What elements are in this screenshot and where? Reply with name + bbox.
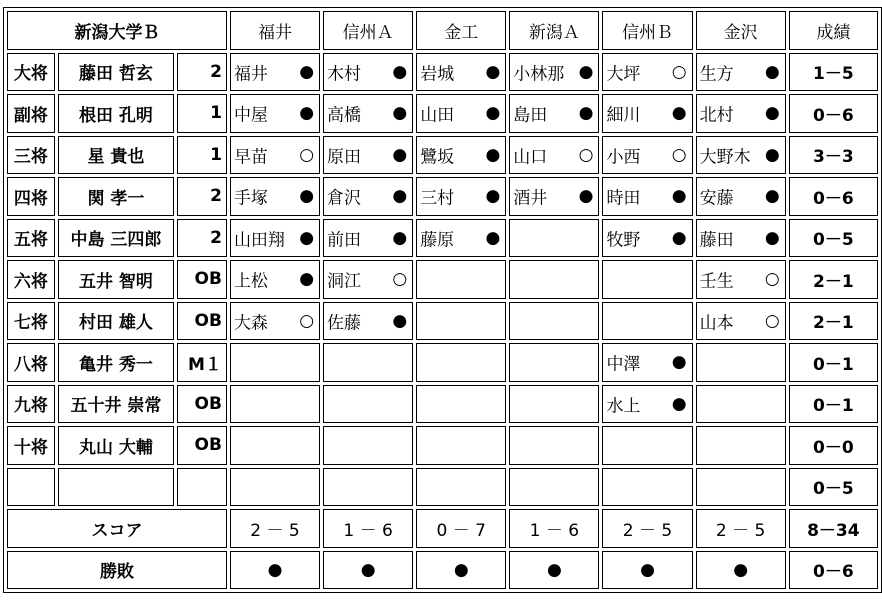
match-cell bbox=[696, 426, 786, 465]
opponent-player-name: 岩城 bbox=[420, 64, 455, 85]
player-grade: 1 bbox=[177, 136, 227, 175]
player-name: 藤田 哲玄 bbox=[58, 53, 174, 92]
match-cell bbox=[230, 302, 320, 341]
player-record: 0－0 bbox=[789, 426, 878, 465]
opponent-player-name: 島田 bbox=[513, 105, 548, 126]
match-cell bbox=[230, 219, 320, 258]
opponent-header: 金工 bbox=[416, 11, 506, 50]
opponent-player-name: 藤田 bbox=[699, 230, 734, 251]
player-row bbox=[7, 343, 878, 382]
player-grade: OB bbox=[177, 385, 227, 424]
team-score: 1 － 6 bbox=[509, 509, 599, 548]
match-cell bbox=[696, 177, 786, 216]
opponent-player-name: 早苗 bbox=[233, 147, 268, 168]
match-cell bbox=[230, 468, 320, 507]
match-cell bbox=[416, 426, 506, 465]
player-name: 五井 智明 bbox=[58, 260, 174, 299]
player-row bbox=[7, 302, 878, 341]
opponent-player-name: 大野木 bbox=[699, 147, 751, 168]
match-cell bbox=[323, 468, 413, 507]
winloss-mark: ● bbox=[509, 551, 599, 590]
position-label: 九将 bbox=[7, 385, 55, 424]
result-mark: ● bbox=[671, 393, 687, 414]
player-grade: M１ bbox=[177, 343, 227, 382]
match-cell bbox=[602, 94, 692, 133]
player-name: 関 孝一 bbox=[58, 177, 174, 216]
team-score: 2 － 5 bbox=[230, 509, 320, 548]
opponent-player-name: 山本 bbox=[699, 313, 734, 334]
match-cell bbox=[509, 426, 599, 465]
result-mark: ● bbox=[764, 61, 780, 82]
match-cell bbox=[416, 136, 506, 175]
score-label: スコア bbox=[7, 509, 227, 548]
total-score: 8－34 bbox=[789, 509, 878, 548]
position-label: 副将 bbox=[7, 94, 55, 133]
player-row bbox=[7, 260, 878, 299]
match-cell bbox=[602, 343, 692, 382]
opponent-player-name: 山田翔 bbox=[233, 230, 285, 251]
result-mark: ● bbox=[671, 103, 687, 124]
player-record: 0－1 bbox=[789, 343, 878, 382]
player-grade: 2 bbox=[177, 177, 227, 216]
match-cell bbox=[323, 53, 413, 92]
winloss-row bbox=[7, 551, 878, 590]
match-cell bbox=[602, 385, 692, 424]
match-cell bbox=[509, 385, 599, 424]
opponent-header: 金沢 bbox=[696, 11, 786, 50]
player-name: 中島 三四郎 bbox=[58, 219, 174, 258]
result-header: 成績 bbox=[789, 11, 878, 50]
team-score: 2 － 5 bbox=[602, 509, 692, 548]
result-mark: ● bbox=[392, 186, 408, 207]
result-mark: ● bbox=[299, 227, 315, 248]
player-row bbox=[7, 177, 878, 216]
opponent-player-name: 北村 bbox=[699, 105, 734, 126]
match-cell bbox=[323, 177, 413, 216]
match-cell bbox=[323, 385, 413, 424]
player-row bbox=[7, 94, 878, 133]
player-row bbox=[7, 385, 878, 424]
result-mark: ○ bbox=[299, 144, 315, 165]
match-cell bbox=[230, 426, 320, 465]
result-mark: ● bbox=[392, 61, 408, 82]
result-mark: ● bbox=[392, 310, 408, 331]
player-grade: 1 bbox=[177, 94, 227, 133]
match-cell bbox=[696, 136, 786, 175]
player-record: 2－1 bbox=[789, 302, 878, 341]
result-mark: ● bbox=[485, 61, 501, 82]
match-cell bbox=[696, 53, 786, 92]
opponent-player-name: 洞江 bbox=[327, 271, 362, 292]
result-mark: ○ bbox=[764, 310, 780, 331]
result-mark: ○ bbox=[671, 144, 687, 165]
match-cell bbox=[602, 53, 692, 92]
result-mark: ● bbox=[764, 144, 780, 165]
player-row bbox=[7, 53, 878, 92]
match-cell bbox=[696, 260, 786, 299]
match-cell bbox=[416, 53, 506, 92]
winloss-mark: ● bbox=[416, 551, 506, 590]
opponent-header: 信州Ｂ bbox=[602, 11, 692, 50]
opponent-player-name: 酒井 bbox=[513, 188, 548, 209]
result-mark: ● bbox=[578, 61, 594, 82]
opponent-header: 信州Ａ bbox=[323, 11, 413, 50]
player-grade: 2 bbox=[177, 53, 227, 92]
opponent-player-name: 安藤 bbox=[699, 188, 734, 209]
result-mark: ● bbox=[485, 227, 501, 248]
position-label: 六将 bbox=[7, 260, 55, 299]
opponent-player-name: 山口 bbox=[513, 147, 548, 168]
player-record: 0－5 bbox=[789, 468, 878, 507]
result-mark: ● bbox=[299, 186, 315, 207]
position-label: 大将 bbox=[7, 53, 55, 92]
score-table bbox=[3, 7, 882, 593]
result-mark: ● bbox=[485, 186, 501, 207]
player-name: 星 貴也 bbox=[58, 136, 174, 175]
match-cell bbox=[696, 385, 786, 424]
opponent-player-name: 小西 bbox=[606, 147, 641, 168]
opponent-player-name: 木村 bbox=[327, 64, 362, 85]
opponent-player-name: 倉沢 bbox=[327, 188, 362, 209]
match-cell bbox=[416, 468, 506, 507]
match-cell bbox=[602, 177, 692, 216]
position-label: 十将 bbox=[7, 426, 55, 465]
team-score: 1 － 6 bbox=[323, 509, 413, 548]
match-cell bbox=[509, 53, 599, 92]
match-cell bbox=[696, 219, 786, 258]
player-record: 1－5 bbox=[789, 53, 878, 92]
team-name: 新潟大学Ｂ bbox=[7, 11, 227, 50]
result-mark: ● bbox=[485, 103, 501, 124]
header-row bbox=[7, 11, 878, 50]
opponent-player-name: 大森 bbox=[233, 313, 268, 334]
result-mark: ○ bbox=[299, 310, 315, 331]
player-grade: OB bbox=[177, 302, 227, 341]
match-cell bbox=[230, 343, 320, 382]
result-mark: ● bbox=[485, 144, 501, 165]
opponent-player-name: 福井 bbox=[233, 64, 268, 85]
match-cell bbox=[416, 385, 506, 424]
winloss-mark: ● bbox=[323, 551, 413, 590]
opponent-player-name: 上松 bbox=[233, 271, 268, 292]
match-cell bbox=[230, 136, 320, 175]
result-mark: ● bbox=[392, 227, 408, 248]
player-record: 0－6 bbox=[789, 177, 878, 216]
match-cell bbox=[323, 94, 413, 133]
opponent-player-name: 大坪 bbox=[606, 64, 641, 85]
player-name: 亀井 秀一 bbox=[58, 343, 174, 382]
team-score: 2 － 5 bbox=[696, 509, 786, 548]
match-cell bbox=[696, 94, 786, 133]
match-cell bbox=[323, 260, 413, 299]
match-cell bbox=[416, 343, 506, 382]
position-label: 三将 bbox=[7, 136, 55, 175]
opponent-player-name: 小林那 bbox=[513, 64, 565, 85]
opponent-player-name: 原田 bbox=[327, 147, 362, 168]
match-cell bbox=[509, 94, 599, 133]
match-cell bbox=[509, 219, 599, 258]
match-cell bbox=[416, 177, 506, 216]
player-record: 3－3 bbox=[789, 136, 878, 175]
match-cell bbox=[602, 302, 692, 341]
match-cell bbox=[509, 260, 599, 299]
opponent-player-name: 牧野 bbox=[606, 230, 641, 251]
player-record: 0－5 bbox=[789, 219, 878, 258]
match-cell bbox=[602, 260, 692, 299]
result-mark: ○ bbox=[578, 144, 594, 165]
result-mark: ● bbox=[764, 103, 780, 124]
opponent-player-name: 中屋 bbox=[233, 105, 268, 126]
match-cell bbox=[509, 136, 599, 175]
match-cell bbox=[230, 94, 320, 133]
team-score: 0 － 7 bbox=[416, 509, 506, 548]
winloss-label: 勝敗 bbox=[7, 551, 227, 590]
opponent-player-name: 三村 bbox=[420, 188, 455, 209]
opponent-player-name: 壬生 bbox=[699, 271, 734, 292]
player-name: 根田 孔明 bbox=[58, 94, 174, 133]
match-cell bbox=[509, 343, 599, 382]
result-mark: ○ bbox=[392, 269, 408, 290]
result-mark: ● bbox=[578, 103, 594, 124]
match-cell bbox=[696, 468, 786, 507]
match-cell bbox=[230, 260, 320, 299]
opponent-header: 福井 bbox=[230, 11, 320, 50]
opponent-player-name: 細川 bbox=[606, 105, 641, 126]
match-cell bbox=[416, 260, 506, 299]
match-cell bbox=[230, 177, 320, 216]
player-row bbox=[7, 136, 878, 175]
player-name bbox=[58, 468, 174, 507]
match-cell bbox=[696, 343, 786, 382]
position-label: 四将 bbox=[7, 177, 55, 216]
match-cell bbox=[323, 343, 413, 382]
match-cell bbox=[602, 136, 692, 175]
match-cell bbox=[323, 219, 413, 258]
opponent-player-name: 中澤 bbox=[606, 354, 641, 375]
opponent-player-name: 前田 bbox=[327, 230, 362, 251]
player-row bbox=[7, 468, 878, 507]
player-record: 2－1 bbox=[789, 260, 878, 299]
result-mark: ○ bbox=[671, 61, 687, 82]
player-record: 0－6 bbox=[789, 94, 878, 133]
match-cell bbox=[323, 136, 413, 175]
opponent-player-name: 高橋 bbox=[327, 105, 362, 126]
opponent-player-name: 山田 bbox=[420, 105, 455, 126]
match-cell bbox=[696, 302, 786, 341]
result-mark: ● bbox=[764, 186, 780, 207]
player-grade: 2 bbox=[177, 219, 227, 258]
match-cell bbox=[416, 94, 506, 133]
opponent-header: 新潟Ａ bbox=[509, 11, 599, 50]
match-cell bbox=[602, 468, 692, 507]
match-cell bbox=[323, 302, 413, 341]
opponent-player-name: 佐藤 bbox=[327, 313, 362, 334]
position-label: 八将 bbox=[7, 343, 55, 382]
player-name: 丸山 大輔 bbox=[58, 426, 174, 465]
score-row bbox=[7, 509, 878, 548]
match-cell bbox=[509, 468, 599, 507]
opponent-player-name: 鷺坂 bbox=[420, 147, 455, 168]
position-label bbox=[7, 468, 55, 507]
winloss-mark: ● bbox=[696, 551, 786, 590]
winloss-total: 0－6 bbox=[789, 551, 878, 590]
match-cell bbox=[416, 302, 506, 341]
player-grade: OB bbox=[177, 426, 227, 465]
match-cell bbox=[509, 177, 599, 216]
result-mark: ● bbox=[764, 227, 780, 248]
player-row bbox=[7, 426, 878, 465]
position-label: 七将 bbox=[7, 302, 55, 341]
opponent-player-name: 水上 bbox=[606, 396, 641, 417]
player-name: 村田 雄人 bbox=[58, 302, 174, 341]
match-cell bbox=[509, 302, 599, 341]
result-mark: ● bbox=[578, 186, 594, 207]
opponent-player-name: 時田 bbox=[606, 188, 641, 209]
winloss-mark: ● bbox=[230, 551, 320, 590]
match-cell bbox=[602, 219, 692, 258]
match-cell bbox=[323, 426, 413, 465]
player-grade: OB bbox=[177, 260, 227, 299]
player-name: 五十井 崇常 bbox=[58, 385, 174, 424]
result-mark: ● bbox=[299, 269, 315, 290]
result-mark: ○ bbox=[764, 269, 780, 290]
opponent-player-name: 手塚 bbox=[233, 188, 268, 209]
player-row bbox=[7, 219, 878, 258]
result-mark: ● bbox=[671, 186, 687, 207]
result-mark: ● bbox=[299, 103, 315, 124]
player-record: 0－1 bbox=[789, 385, 878, 424]
result-mark: ● bbox=[392, 144, 408, 165]
match-cell bbox=[416, 219, 506, 258]
winloss-mark: ● bbox=[602, 551, 692, 590]
match-cell bbox=[602, 426, 692, 465]
opponent-player-name: 藤原 bbox=[420, 230, 455, 251]
result-mark: ● bbox=[392, 103, 408, 124]
result-mark: ● bbox=[671, 352, 687, 373]
result-mark: ● bbox=[671, 227, 687, 248]
match-cell bbox=[230, 385, 320, 424]
match-cell bbox=[230, 53, 320, 92]
player-grade bbox=[177, 468, 227, 507]
result-mark: ● bbox=[299, 61, 315, 82]
position-label: 五将 bbox=[7, 219, 55, 258]
opponent-player-name: 生方 bbox=[699, 64, 734, 85]
